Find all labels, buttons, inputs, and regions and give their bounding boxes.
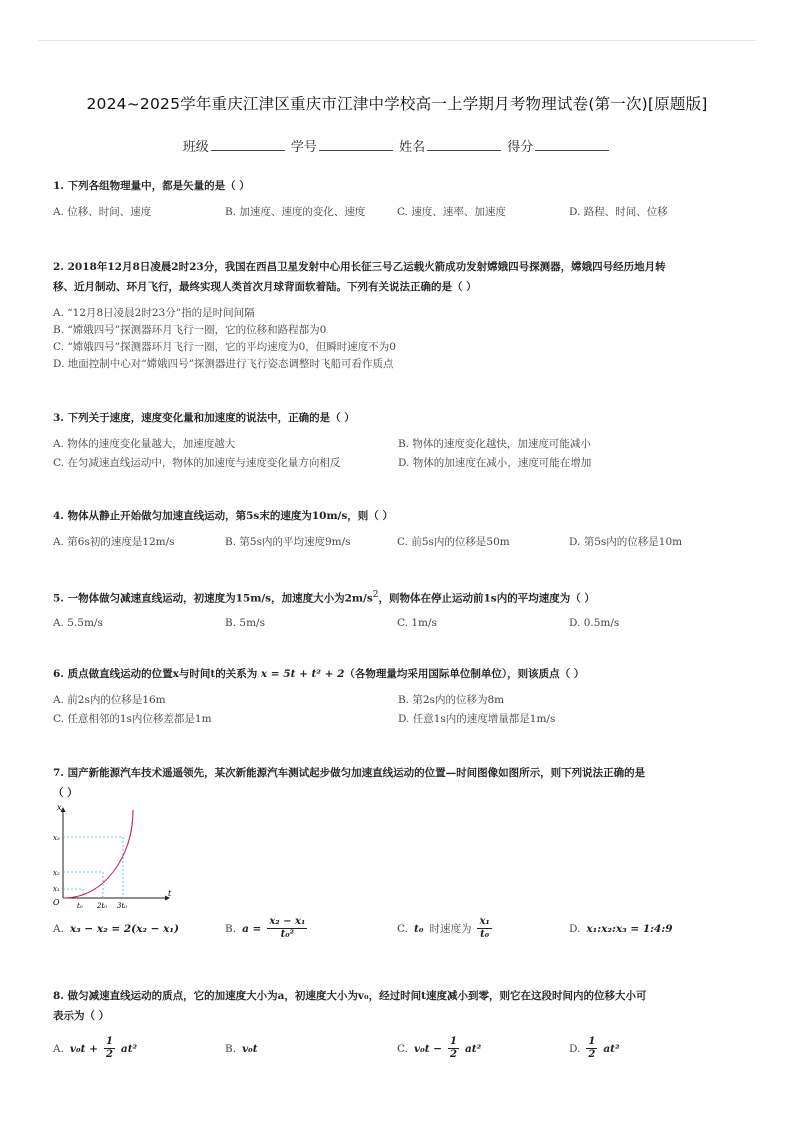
option-d[interactable]: D. 物体的加速度在减小，速度可能在增加 (398, 457, 592, 469)
options (53, 534, 743, 549)
question-3 (53, 408, 743, 472)
option-term: at² (603, 1042, 620, 1055)
fraction (586, 1036, 597, 1061)
option-b[interactable] (225, 916, 397, 941)
option-formula: v₀t (242, 1042, 258, 1055)
option-b[interactable]: B. 5m/s (225, 616, 265, 629)
option-var: t₀ (414, 922, 424, 935)
option-a[interactable]: A. 物体的速度变化量越大，加速度越大 (53, 438, 236, 450)
guide-x1 (63, 889, 83, 898)
tick-2t0: 2t₀ (97, 902, 108, 910)
option-b[interactable]: B. 物体的速度变化越快，加速度可能减小 (398, 438, 591, 450)
tick-x2: x₂ (53, 869, 60, 877)
option-c[interactable]: C. 任意相邻的1s内位移差都是1m (53, 713, 212, 725)
fraction (267, 916, 307, 941)
stem-part-b: ，则物体在停止运动前1s内的平均速度为（ ） (378, 592, 595, 605)
option-d[interactable]: D. 任意1s内的速度增量都是1m/s (398, 713, 556, 725)
denominator: t₀ (480, 929, 490, 940)
option-a[interactable] (53, 1036, 225, 1061)
question-7-options (53, 916, 743, 941)
tick-x3: x₃ (53, 834, 60, 842)
option-formula-lhs: a = (242, 922, 262, 935)
option-a[interactable] (53, 923, 225, 935)
number-blank[interactable] (319, 138, 393, 151)
option-b[interactable] (225, 1043, 397, 1055)
motion-curve (63, 810, 133, 898)
option-b[interactable]: B. “嫦娥四号”探测器环月飞行一圈，它的位移和路程都为0 (53, 324, 327, 336)
question-7 (53, 763, 743, 803)
tick-t0: t₀ (77, 902, 83, 910)
denominator: 2 (105, 1049, 113, 1060)
question-stem-line-1: 7. 国产新能源汽车技术遥遥领先，某次新能源汽车测试起步做匀加速直线运动的位置—时间图像如图所示，则下列说法正确的是 (53, 767, 646, 779)
options (53, 617, 743, 629)
option-c[interactable]: C. 速度、速率、加速度 (397, 206, 506, 218)
option-c[interactable] (397, 1036, 569, 1061)
option-formula: x₁:x₂:x₃ = 1:4:9 (586, 922, 673, 935)
option-b[interactable]: B. 第5s内的平均速度9m/s (225, 536, 351, 548)
option-a[interactable]: A. 位移、时间、速度 (53, 206, 152, 218)
numerator: 1 (105, 1036, 113, 1047)
number-label: 学号 (290, 140, 317, 155)
option-label: C. (397, 922, 408, 935)
numerator: x₂ − x₁ (269, 916, 306, 927)
fraction (448, 1036, 459, 1061)
option-c[interactable]: C. 前5s内的位移是50m (397, 536, 510, 548)
option-b[interactable]: B. 第2s内的位移为8m (398, 694, 505, 706)
name-blank[interactable] (427, 138, 501, 151)
stem-superscript: 2 (372, 590, 379, 600)
option-a[interactable]: A. 前2s内的位移是16m (53, 694, 166, 706)
denominator: 2 (450, 1049, 457, 1060)
option-d[interactable]: D. 路程、时间、位移 (569, 206, 668, 218)
question-stem-line-2: 表示为（ ） (53, 1010, 110, 1022)
option-label: D. (569, 922, 581, 935)
question-2 (53, 257, 743, 373)
question-stem: 1. 下列各组物理量中，都是矢量的是（ ） (53, 180, 250, 192)
option-term: v₀t + (69, 1042, 98, 1055)
option-label: B. (225, 922, 237, 935)
options (53, 204, 743, 219)
option-term: at² (464, 1042, 482, 1055)
options (53, 436, 743, 472)
option-d[interactable] (569, 1036, 741, 1061)
tick-x1: x₁ (53, 885, 60, 893)
option-d[interactable] (569, 923, 741, 935)
option-label: C. (397, 1042, 408, 1055)
option-c[interactable] (397, 916, 569, 941)
stem-part-a: 6. 质点做直线运动的位置x与时间t的关系为 (53, 668, 261, 680)
option-c[interactable]: C. “嫦娥四号”探测器环月飞行一圈，它的平均速度为0，但瞬时速度不为0 (53, 341, 396, 353)
options (53, 1036, 743, 1061)
question-stem (53, 664, 743, 684)
question-stem-line-2: （ ） (53, 787, 78, 799)
option-text: 时速度为 (429, 923, 472, 935)
question-stem-line-1: 2. 2018年12月8日凌晨2时23分，我国在西昌卫星发射中心用长征三号乙运载火箭成功发射嫦娥四号探测器，嫦娥四号经历地月转 (53, 261, 666, 273)
option-label: A. (53, 1042, 64, 1055)
option-term: v₀t − (414, 1042, 443, 1055)
option-c[interactable]: C. 在匀减速直线运动中，物体的加速度与速度变化量方向相反 (53, 457, 341, 469)
option-formula: x₃ − x₂ = 2(x₂ − x₁) (69, 922, 179, 935)
fraction (104, 1036, 115, 1061)
question-6 (53, 664, 743, 728)
x-axis-label: x (57, 803, 62, 812)
option-label: D. (569, 1042, 581, 1055)
question-stem: 3. 下列关于速度，速度变化量和加速度的说法中，正确的是（ ） (53, 412, 355, 424)
option-d[interactable]: D. 0.5m/s (569, 616, 620, 629)
option-a[interactable]: A. 第6s初的速度是12m/s (53, 536, 175, 548)
tick-3t0: 3t₀ (117, 902, 128, 910)
option-a[interactable]: A. 5.5m/s (53, 616, 103, 629)
question-8 (53, 986, 743, 1061)
denominator: t₀² (280, 929, 295, 940)
stem-part-a: 5. 一物体做匀减速直线运动，初速度为15m/s，加速度大小为2m/s (53, 592, 373, 605)
option-d[interactable]: D. 地面控制中心对“嫦娥四号”探测器进行飞行姿态调整时飞船可看作质点 (53, 358, 394, 370)
class-label: 班级 (182, 140, 209, 155)
score-label: 得分 (507, 140, 534, 155)
class-blank[interactable] (211, 138, 285, 151)
page-title: 2024~2025学年重庆江津区重庆市江津中学校高一上学期月考物理试卷(第一次)[原题版] (86, 95, 708, 113)
numerator: 1 (450, 1036, 457, 1047)
option-d[interactable]: D. 第5s内的位移是10m (569, 536, 683, 548)
question-stem-line-1: 8. 做匀减速直线运动的质点，它的加速度大小为a，初速度大小为v₀，经过时间t速度减小到零，则它在这段时间内的位移大小可 (53, 990, 647, 1002)
fraction (477, 916, 491, 941)
options (53, 916, 743, 941)
option-term: at² (120, 1042, 138, 1055)
question-stem (53, 585, 743, 609)
option-c[interactable]: C. 1m/s (397, 616, 437, 629)
question-5 (53, 585, 743, 629)
position-formula: x = 5t + t² + 2 (260, 668, 345, 680)
option-label: B. (225, 1042, 237, 1055)
question-stem-line-2: 移、近月制动、环月飞行，最终实现人类首次月球背面软着陆。下列有关说法正确的是（ ） (53, 281, 477, 293)
options (53, 305, 743, 373)
stem-part-b: （各物理量均采用国际单位制单位），则该质点（ ） (344, 668, 585, 680)
question-4 (53, 506, 743, 549)
score-blank[interactable] (535, 138, 609, 151)
student-info-line (0, 136, 794, 155)
denominator: 2 (588, 1049, 596, 1060)
option-a[interactable]: A. “12月8日凌晨2时23分”指的是时间间隔 (53, 307, 255, 319)
top-rule (38, 40, 756, 41)
option-b[interactable]: B. 加速度、速度的变化、速度 (225, 206, 366, 218)
name-label: 姓名 (399, 140, 426, 155)
numerator: 1 (588, 1036, 596, 1047)
question-stem: 4. 物体从静止开始做匀加速直线运动，第5s末的速度为10m/s，则（ ） (53, 510, 393, 522)
question-1 (53, 176, 743, 219)
t-axis-label: t (168, 889, 172, 898)
numerator: x₁ (479, 916, 490, 927)
options (53, 692, 743, 728)
origin-label: O (53, 898, 60, 907)
option-label: A. (53, 922, 64, 935)
position-time-graph (53, 802, 173, 912)
